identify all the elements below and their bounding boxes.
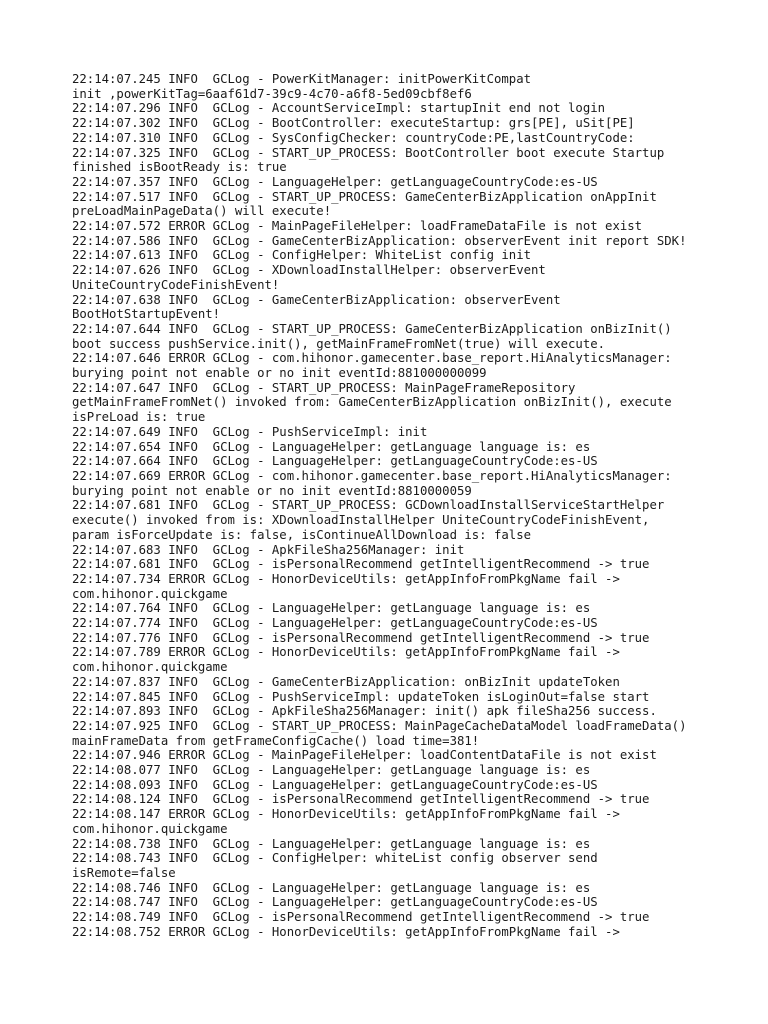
log-line: 22:14:07.669 ERROR GCLog - com.hihonor.gamecenter.base_report.HiAnalyticsManager:: [72, 468, 672, 483]
log-line: 22:14:08.077 INFO GCLog - LanguageHelper: getLanguage language is: es: [72, 763, 591, 778]
log-line: 22:14:07.638 INFO GCLog - GameCenterBizApplication: observerEvent: [72, 292, 561, 307]
log-line: 22:14:08.124 INFO GCLog - isPersonalRecommend getIntelligentRecommend -> true: [72, 792, 650, 807]
log-line: getMainFrameFromNet() invoked from: GameCenterBizApplication onBizInit(), execute: [72, 395, 672, 410]
log-line: 22:14:07.681 INFO GCLog - isPersonalRecommend getIntelligentRecommend -> true: [72, 557, 650, 572]
log-line: 22:14:08.747 INFO GCLog - LanguageHelper: getLanguageCountryCode:es-US: [72, 895, 598, 910]
log-line: boot success pushService.init(), getMainFrameFromNet(true) will execute.: [72, 336, 606, 351]
log-line: param isForceUpdate is: false, isContinueAllDownload is: false: [72, 527, 532, 542]
log-line: 22:14:07.572 ERROR GCLog - MainPageFileHelper: loadFrameDataFile is not exist: [72, 219, 643, 234]
log-line: burying point not enable or no init eventId:881000000099: [72, 366, 487, 381]
log-line: 22:14:07.649 INFO GCLog - PushServiceImpl: init: [72, 424, 428, 439]
log-line: 22:14:07.837 INFO GCLog - GameCenterBizApplication: onBizInit updateToken: [72, 674, 620, 689]
log-line: execute() invoked from is: XDownloadInstallHelper UniteCountryCodeFinishEvent,: [72, 513, 650, 528]
log-line: 22:14:07.764 INFO GCLog - LanguageHelper: getLanguage language is: es: [72, 601, 591, 616]
log-document: [72, 72, 712, 939]
log-line: 22:14:07.517 INFO GCLog - START_UP_PROCESS: GameCenterBizApplication onAppInit: [72, 189, 657, 204]
log-line: 22:14:08.093 INFO GCLog - LanguageHelper: getLanguageCountryCode:es-US: [72, 777, 598, 792]
log-line: 22:14:07.776 INFO GCLog - isPersonalRecommend getIntelligentRecommend -> true: [72, 630, 650, 645]
log-line: 22:14:07.893 INFO GCLog - ApkFileSha256Manager: init() apk fileSha256 success.: [72, 704, 657, 719]
log-line: 22:14:07.734 ERROR GCLog - HonorDeviceUtils: getAppInfoFromPkgName fail ->: [72, 571, 620, 586]
log-line: 22:14:07.245 INFO GCLog - PowerKitManager: initPowerKitCompat: [72, 72, 532, 86]
log-line: 22:14:08.738 INFO GCLog - LanguageHelper: getLanguage language is: es: [72, 836, 591, 851]
log-line: com.hihonor.quickgame: [72, 586, 228, 601]
log-line: 22:14:07.626 INFO GCLog - XDownloadInstallHelper: observerEvent: [72, 263, 546, 278]
log-line: 22:14:08.749 INFO GCLog - isPersonalRecommend getIntelligentRecommend -> true: [72, 910, 650, 925]
log-line: 22:14:08.746 INFO GCLog - LanguageHelper: getLanguage language is: es: [72, 880, 591, 895]
log-line: 22:14:07.925 INFO GCLog - START_UP_PROCESS: MainPageCacheDataModel loadFrameData(): [72, 718, 687, 733]
log-line: 22:14:07.644 INFO GCLog - START_UP_PROCESS: GameCenterBizApplication onBizInit(): [72, 321, 672, 336]
log-line: 22:14:08.147 ERROR GCLog - HonorDeviceUtils: getAppInfoFromPkgName fail ->: [72, 807, 620, 822]
log-line: 22:14:08.752 ERROR GCLog - HonorDeviceUtils: getAppInfoFromPkgName fail ->: [72, 924, 620, 939]
log-line: 22:14:07.310 INFO GCLog - SysConfigChecker: countryCode:PE,lastCountryCode:: [72, 130, 635, 145]
log-line: 22:14:07.586 INFO GCLog - GameCenterBizApplication: observerEvent init report SDK!: [72, 233, 687, 248]
log-line: 22:14:07.302 INFO GCLog - BootController: executeStartup: grs[PE], uSit[PE]: [72, 116, 635, 131]
log-line: 22:14:07.325 INFO GCLog - START_UP_PROCESS: BootController boot execute Startup: [72, 145, 665, 160]
log-line: isPreLoad is: true: [72, 410, 206, 425]
log-line: 22:14:07.683 INFO GCLog - ApkFileSha256Manager: init: [72, 542, 465, 557]
log-line: 22:14:07.646 ERROR GCLog - com.hihonor.gamecenter.base_report.HiAnalyticsManager:: [72, 351, 672, 366]
log-line: mainFrameData from getFrameConfigCache() load time=381!: [72, 733, 480, 748]
log-line: 22:14:07.664 INFO GCLog - LanguageHelper: getLanguageCountryCode:es-US: [72, 454, 598, 469]
log-line: isRemote=false: [72, 865, 176, 880]
log-line: com.hihonor.quickgame: [72, 821, 228, 836]
log-line: UniteCountryCodeFinishEvent!: [72, 277, 280, 292]
log-line: 22:14:07.296 INFO GCLog - AccountServiceImpl: startupInit end not login: [72, 101, 606, 116]
log-line: 22:14:07.654 INFO GCLog - LanguageHelper: getLanguage language is: es: [72, 439, 591, 454]
log-line: com.hihonor.quickgame: [72, 660, 228, 675]
log-line: init ,powerKitTag=6aaf61d7-39c9-4c70-a6f8-5ed09cbf8ef6: [72, 86, 472, 101]
log-line: 22:14:08.743 INFO GCLog - ConfigHelper: whiteList config observer send: [72, 851, 598, 866]
log-line: preLoadMainPageData() will execute!: [72, 204, 332, 219]
log-line: 22:14:07.845 INFO GCLog - PushServiceImpl: updateToken isLoginOut=false start: [72, 689, 650, 704]
log-line: finished isBootReady is: true: [72, 160, 287, 175]
log-line: 22:14:07.946 ERROR GCLog - MainPageFileHelper: loadContentDataFile is not exist: [72, 748, 657, 763]
log-line: 22:14:07.681 INFO GCLog - START_UP_PROCESS: GCDownloadInstallServiceStartHelper: [72, 498, 665, 513]
log-line: burying point not enable or no init eventId:8810000059: [72, 483, 472, 498]
log-line: 22:14:07.789 ERROR GCLog - HonorDeviceUtils: getAppInfoFromPkgName fail ->: [72, 645, 620, 660]
log-line: 22:14:07.357 INFO GCLog - LanguageHelper: getLanguageCountryCode:es-US: [72, 174, 598, 189]
log-line: BootHotStartupEvent!: [72, 307, 221, 322]
log-line: 22:14:07.613 INFO GCLog - ConfigHelper: WhiteList config init: [72, 248, 532, 263]
log-line: 22:14:07.647 INFO GCLog - START_UP_PROCESS: MainPageFrameRepository: [72, 380, 576, 395]
log-line: 22:14:07.774 INFO GCLog - LanguageHelper: getLanguageCountryCode:es-US: [72, 616, 598, 631]
